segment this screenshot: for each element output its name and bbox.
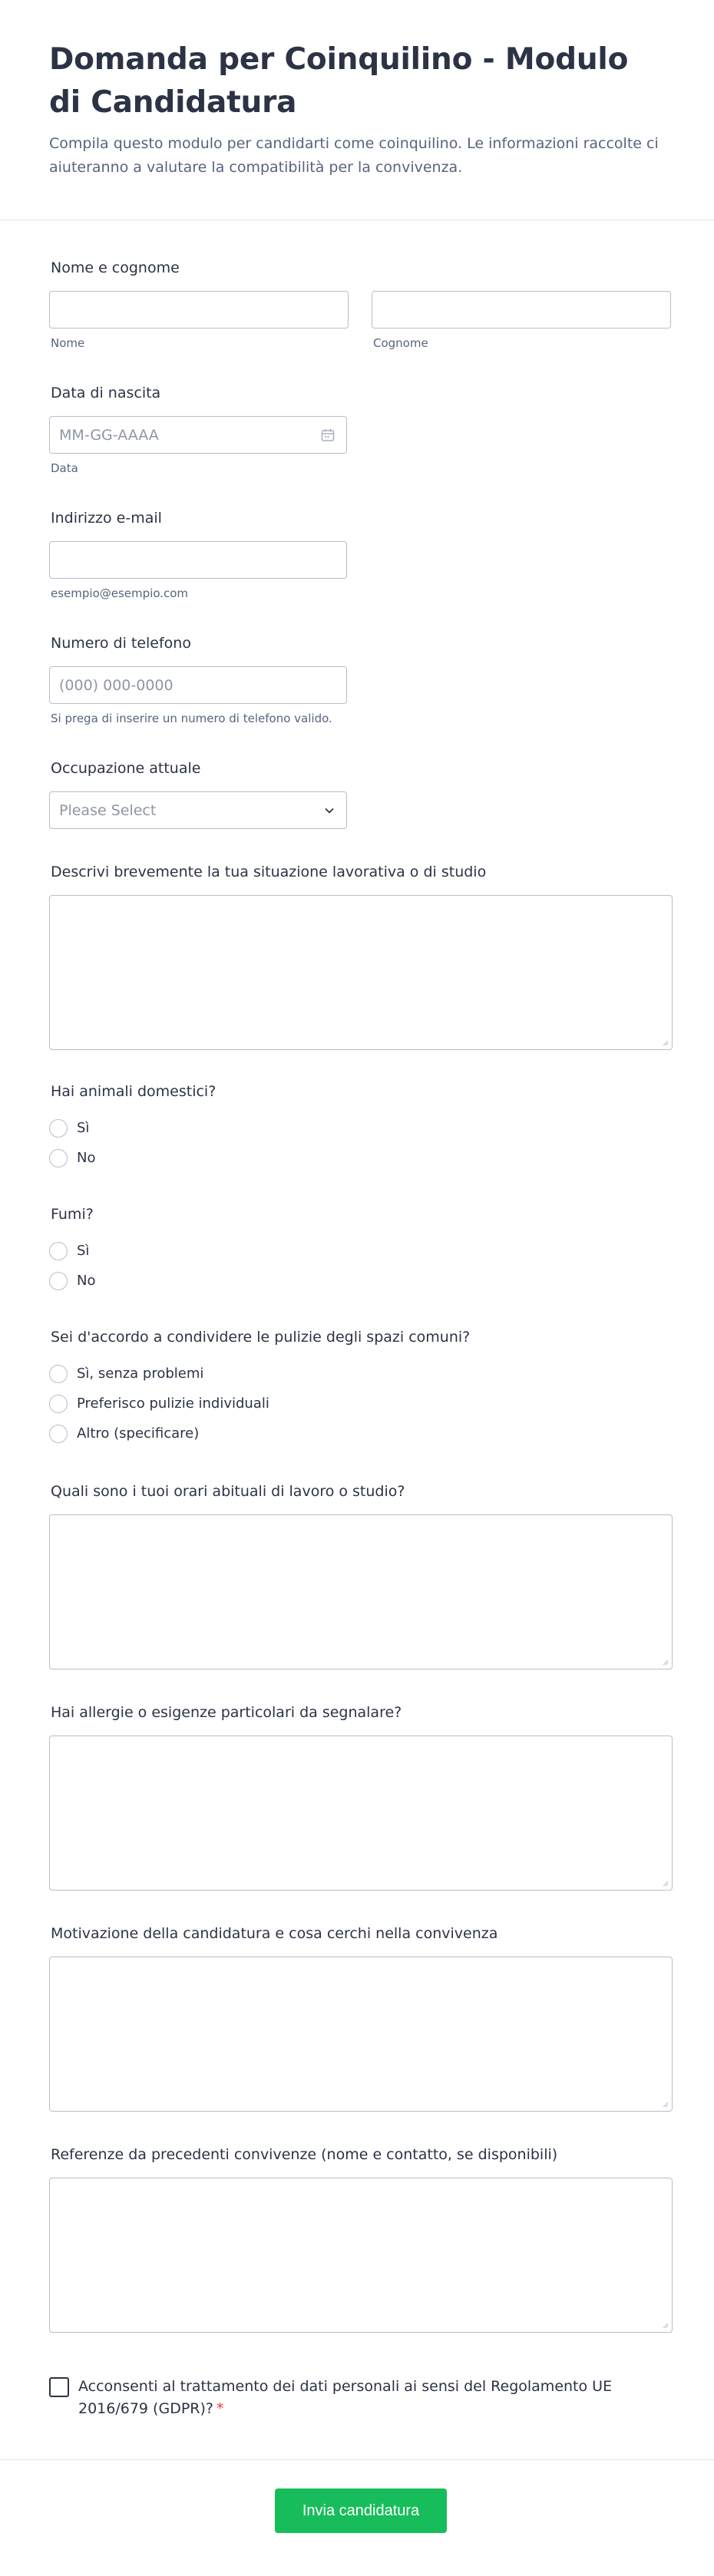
cleaning-option-other[interactable]: Altro (specificare) — [49, 1418, 674, 1448]
birthdate-placeholder: MM-GG-AAAA — [59, 426, 159, 444]
radio-button[interactable] — [49, 1425, 68, 1443]
last-name-input[interactable] — [372, 291, 671, 329]
occupation-select[interactable] — [49, 791, 347, 829]
phone-input[interactable] — [49, 666, 347, 704]
phone-section — [49, 634, 674, 725]
resize-handle-icon[interactable] — [661, 2100, 669, 2108]
pets-label: Hai animali domestici? — [51, 1083, 217, 1100]
occupation-section — [49, 759, 674, 829]
cleaning-option-individual[interactable]: Preferisco pulizie individuali — [49, 1389, 674, 1418]
email-section — [49, 509, 674, 600]
form-header — [0, 0, 714, 220]
resize-handle-icon[interactable] — [661, 2321, 669, 2329]
email-input[interactable] — [49, 541, 347, 579]
resize-handle-icon[interactable] — [661, 1879, 669, 1887]
radio-button[interactable] — [49, 1395, 68, 1413]
birthdate-label: Data di nascita — [51, 385, 161, 401]
email-label: Indirizzo e-mail — [51, 510, 162, 527]
calendar-icon[interactable] — [320, 428, 336, 443]
required-mark: * — [216, 2400, 224, 2417]
first-name-sublabel: Nome — [51, 336, 85, 350]
references-label: Referenze da precedenti convivenze (nome e contatto, se disponibili) — [51, 2146, 558, 2163]
work-situation-label: Descrivi brevemente la tua situazione lavorativa o di studio — [51, 864, 487, 880]
birthdate-sublabel: Data — [51, 461, 78, 475]
allergies-label: Hai allergie o esigenze particolari da segnalare? — [51, 1704, 402, 1721]
allergies-section — [49, 1703, 674, 1891]
cleaning-option-yes[interactable]: Sì, senza problemi — [49, 1359, 674, 1389]
resize-handle-icon[interactable] — [661, 1658, 669, 1666]
email-sublabel: esempio@esempio.com — [51, 586, 189, 600]
radio-button[interactable] — [49, 1272, 68, 1290]
name-section — [49, 259, 674, 350]
smoke-option-no[interactable]: No — [49, 1266, 674, 1296]
submit-button[interactable]: Invia candidatura — [275, 2488, 447, 2533]
form-description: Compila questo modulo per candidarti come coinquilino. Le informazioni raccolte ci aiuteranno a valutare la compatibilità per la convivenza. — [49, 135, 659, 176]
cleaning-label: Sei d'accordo a condividere le pulizie degli spazi comuni? — [51, 1329, 471, 1346]
chevron-down-icon — [323, 804, 336, 817]
smoke-option-yes[interactable]: Sì — [49, 1236, 674, 1266]
radio-button[interactable] — [49, 1149, 68, 1167]
radio-button[interactable] — [49, 1365, 68, 1383]
resize-handle-icon[interactable] — [661, 1039, 669, 1046]
pets-option-yes[interactable]: Sì — [49, 1113, 674, 1143]
radio-button[interactable] — [49, 1242, 68, 1260]
schedule-section — [49, 1482, 674, 1669]
form-footer — [0, 2459, 714, 2576]
schedule-textarea[interactable] — [49, 1514, 673, 1669]
radio-button[interactable] — [49, 1119, 68, 1138]
smoke-label: Fumi? — [51, 1206, 94, 1223]
consent-checkbox[interactable] — [49, 2377, 69, 2397]
consent-section — [49, 2376, 674, 2420]
phone-sublabel: Si prega di inserire un numero di telefono valido. — [51, 712, 332, 725]
pets-section — [49, 1082, 674, 1173]
phone-placeholder: (000) 000-0000 — [59, 676, 174, 694]
consent-label: Acconsenti al trattamento dei dati personali ai sensi del Regolamento UE 2016/679 (GDPR)? * — [78, 2378, 613, 2417]
allergies-textarea[interactable] — [49, 1735, 673, 1891]
last-name-sublabel: Cognome — [373, 336, 428, 350]
phone-label: Numero di telefono — [51, 635, 191, 652]
form-title: Domanda per Coinquilino - Modulo di Candidatura — [49, 42, 629, 120]
pets-option-no[interactable]: No — [49, 1143, 674, 1173]
occupation-label: Occupazione attuale — [51, 760, 201, 777]
work-situation-section — [49, 863, 674, 1050]
smoke-section — [49, 1205, 674, 1296]
occupation-selected: Please Select — [59, 801, 157, 819]
references-textarea[interactable] — [49, 2178, 673, 2333]
work-situation-textarea[interactable] — [49, 895, 673, 1050]
schedule-label: Quali sono i tuoi orari abituali di lavoro o studio? — [51, 1483, 405, 1500]
form-body — [0, 259, 714, 2420]
first-name-input[interactable] — [49, 291, 349, 329]
cleaning-section — [49, 1328, 674, 1448]
birthdate-input[interactable] — [49, 416, 347, 454]
motivation-textarea[interactable] — [49, 1957, 673, 2112]
motivation-section — [49, 1924, 674, 2112]
name-label: Nome e cognome — [51, 259, 180, 276]
references-section — [49, 2145, 674, 2333]
motivation-label: Motivazione della candidatura e cosa cerchi nella convivenza — [51, 1925, 498, 1942]
birthdate-section — [49, 384, 674, 475]
